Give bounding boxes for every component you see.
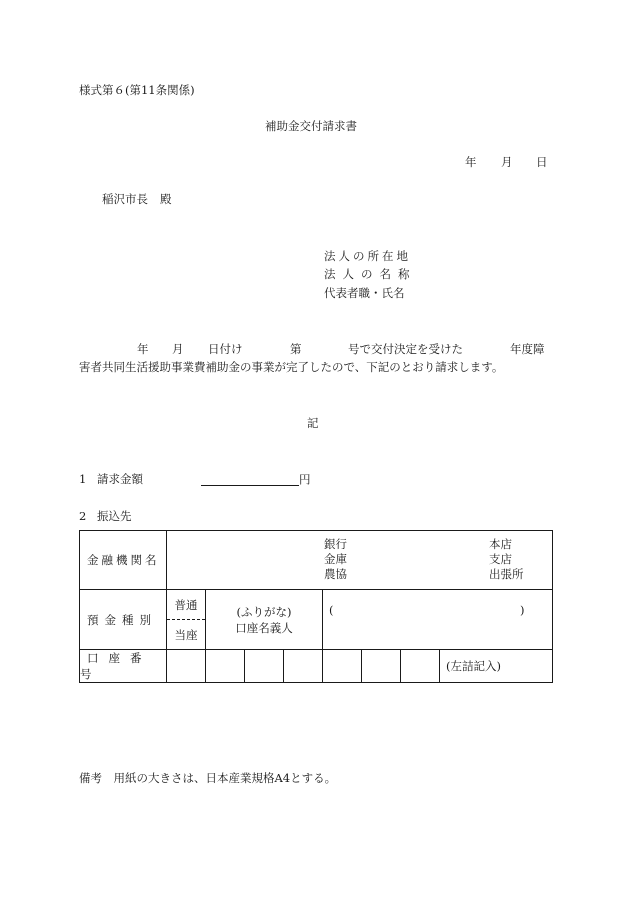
institution-type-kinko: 金庫 xyxy=(324,552,347,566)
account-digit-6[interactable] xyxy=(362,650,401,683)
date-day: 日 xyxy=(536,155,548,169)
amount-field[interactable] xyxy=(201,473,311,486)
ki-heading: 記 xyxy=(307,416,319,430)
body-line-2: 害者共同生活援助事業費補助金の事業が完了したので、下記のとおり請求します。 xyxy=(79,360,504,374)
item2-number: 2 xyxy=(79,509,87,523)
item2-label: 振込先 xyxy=(97,509,132,523)
account-digit-2[interactable] xyxy=(206,650,245,683)
holder-label: 口座名義人 xyxy=(235,620,293,635)
institution-label: 金融機関名 xyxy=(87,553,160,567)
institution-name-cell[interactable] xyxy=(167,531,553,590)
holder-label-cell xyxy=(206,590,323,650)
body-date-suffix: 日付け xyxy=(208,342,243,356)
institution-label-cell xyxy=(80,531,167,590)
applicant-address-label: 法人の所在地 xyxy=(324,249,411,263)
date-year: 年 xyxy=(465,155,477,169)
furigana-label: (ふりがな) xyxy=(236,604,292,619)
account-digit-3[interactable] xyxy=(245,650,284,683)
deposit-row xyxy=(80,590,553,650)
body-month: 月 xyxy=(172,342,184,356)
remarks-note: 備考 用紙の大きさは、日本産業規格A4とする。 xyxy=(79,771,337,785)
applicant-name-label: 法人の名称 xyxy=(324,267,417,281)
account-digit-1[interactable] xyxy=(167,650,206,683)
account-digit-5[interactable] xyxy=(323,650,362,683)
left-justify-note-cell xyxy=(440,650,553,683)
deposit-label: 預金種別 xyxy=(87,612,157,627)
account-digit-4[interactable] xyxy=(284,650,323,683)
deposit-label-cell xyxy=(80,590,167,650)
yen-unit: 円 xyxy=(299,472,311,487)
addressee-honorific: 殿 xyxy=(160,192,172,206)
branch-type-office: 出張所 xyxy=(489,567,524,581)
deposit-type-cell[interactable] xyxy=(167,590,206,650)
deposit-option-toza[interactable]: 当座 xyxy=(174,627,198,642)
body-fy-text: 年度障 xyxy=(510,342,545,356)
holder-paren-close: ) xyxy=(520,603,525,617)
date-month: 月 xyxy=(501,155,513,169)
applicant-representative-label: 代表者職・氏名 xyxy=(324,286,405,300)
body-dai: 第 xyxy=(290,342,302,356)
addressee-name: 稲沢市長 xyxy=(102,192,148,206)
bank-transfer-table xyxy=(79,530,553,683)
account-label: 口座番号 xyxy=(80,651,152,681)
institution-type-nokyo: 農協 xyxy=(324,567,347,581)
body-go-text: 号で交付決定を受けた xyxy=(348,342,463,356)
holder-paren-open: ( xyxy=(329,603,334,617)
holder-name-cell[interactable] xyxy=(323,590,553,650)
institution-row xyxy=(80,531,553,590)
left-justify-note: (左詰記入) xyxy=(446,659,501,673)
branch-type-main: 本店 xyxy=(489,537,512,551)
body-year: 年 xyxy=(137,342,149,356)
account-label-cell xyxy=(80,650,167,683)
item1-label: 請求金額 xyxy=(97,472,143,486)
branch-type-branch: 支店 xyxy=(489,552,512,566)
page-title: 補助金交付請求書 xyxy=(265,119,357,133)
form-number: 様式第６(第11条関係) xyxy=(79,83,195,97)
deposit-option-futsu[interactable]: 普通 xyxy=(167,590,205,620)
institution-type-bank: 銀行 xyxy=(324,537,347,551)
item1-number: 1 xyxy=(79,472,87,486)
account-digit-7[interactable] xyxy=(401,650,440,683)
account-number-row xyxy=(80,650,553,683)
